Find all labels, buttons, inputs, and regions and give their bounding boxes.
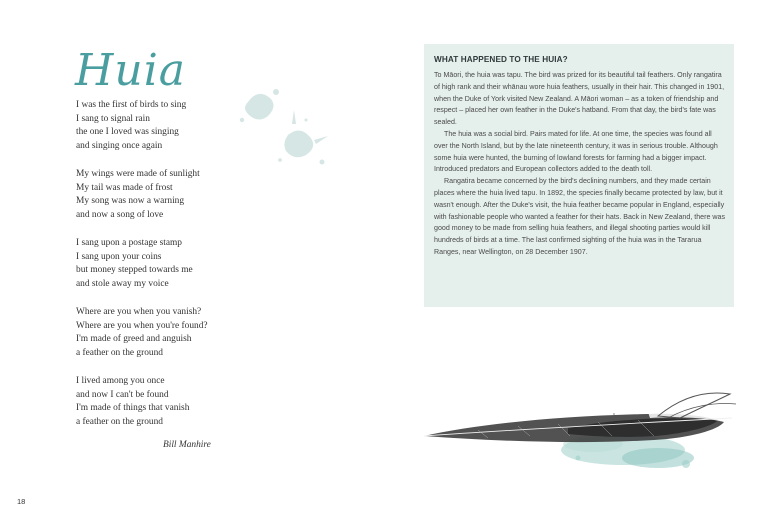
poem-line: a feather on the ground (76, 416, 163, 427)
sidebar-heading: WHAT HAPPENED TO THE HUIA? (434, 55, 568, 64)
poem-line: Where are you when you're found? (76, 320, 208, 331)
poem-line: but money stepped towards me (76, 265, 193, 275)
poem-line: Where are you when you vanish? (76, 307, 202, 317)
poem-line: a feather on the ground (76, 347, 163, 358)
poem-stanza-5 (76, 375, 246, 429)
poem-line: I'm made of things that vanish (76, 403, 190, 413)
poem-line: and now a song of love (76, 209, 164, 220)
poem-line: I sang upon a postage stamp (76, 238, 182, 248)
poem-stanza-4 (76, 306, 246, 360)
feather-vane (424, 393, 736, 442)
sidebar-body (434, 70, 726, 259)
poem-line: I'm made of greed and anguish (76, 334, 192, 344)
poem-line: I sang upon your coins (76, 251, 162, 262)
poem-line: My song was now a warning (76, 196, 185, 206)
poem-line: My tail was made of frost (76, 182, 173, 193)
huia-feather-illustration (418, 378, 743, 478)
info-sidebar (424, 44, 734, 307)
poem-line: My wings were made of sunlight (76, 169, 200, 179)
poem-line: and singing once again (76, 140, 163, 151)
poem-body (76, 99, 246, 444)
poem-stanza-2 (76, 168, 246, 222)
sidebar-paragraph: To Māori, the huia was tapu. The bird was prized for its beautiful tail feathers. Only rangatira of high rank and their whānau wore huia feathers, usually in their hair. This changed in 1901, when the Duke of York visited New Zealand. A Māori woman – as a token of friendship and respect – placed her own feather in the Duke's hatband. From that day, the bird's fate was sealed. (434, 71, 725, 127)
poem-line: the one I loved was singing (76, 127, 179, 137)
page-number: 18 (17, 497, 26, 506)
sidebar-paragraph: Rangatira became concerned by the bird's declining numbers, and they made certain places where the huia lived tapu. In 1892, the species finally became protected by law, but it wasn't enough. After the Duke's visit, the huia feather became popular in England, especially with fashionable people who wanted a feather for their hats. Back in New Zealand, there was good money to be made from selling huia feathers, and illegal shooting parties would kill hundreds of birds at a time. The last confirmed sighting of the huia was in the Tararua Ranges, near Wellington, on 28 December 1907. (434, 177, 726, 256)
poem-title: Huia (75, 45, 187, 96)
poem-author: Bill Manhire (163, 440, 211, 450)
poem-line: and now I can't be found (76, 389, 169, 400)
ink-splash-decoration (230, 80, 350, 190)
poem-line: I lived among you once (76, 376, 165, 386)
poem-line: I was the first of birds to sing (76, 100, 187, 110)
poem-line: I sang to signal rain (76, 113, 150, 124)
poem-line: and stole away my voice (76, 278, 169, 289)
sidebar-paragraph: The huia was a social bird. Pairs mated for life. At one time, the species was found all over the North Island, but by the late nineteenth century, it was in serious trouble. Although some huia were hunted, the burning of lowland forests for farming had a bigger impact. Introduced predators and European collectors added to the death toll. (434, 129, 718, 174)
poem-stanza-3 (76, 237, 246, 291)
poem-stanza-1 (76, 99, 246, 153)
